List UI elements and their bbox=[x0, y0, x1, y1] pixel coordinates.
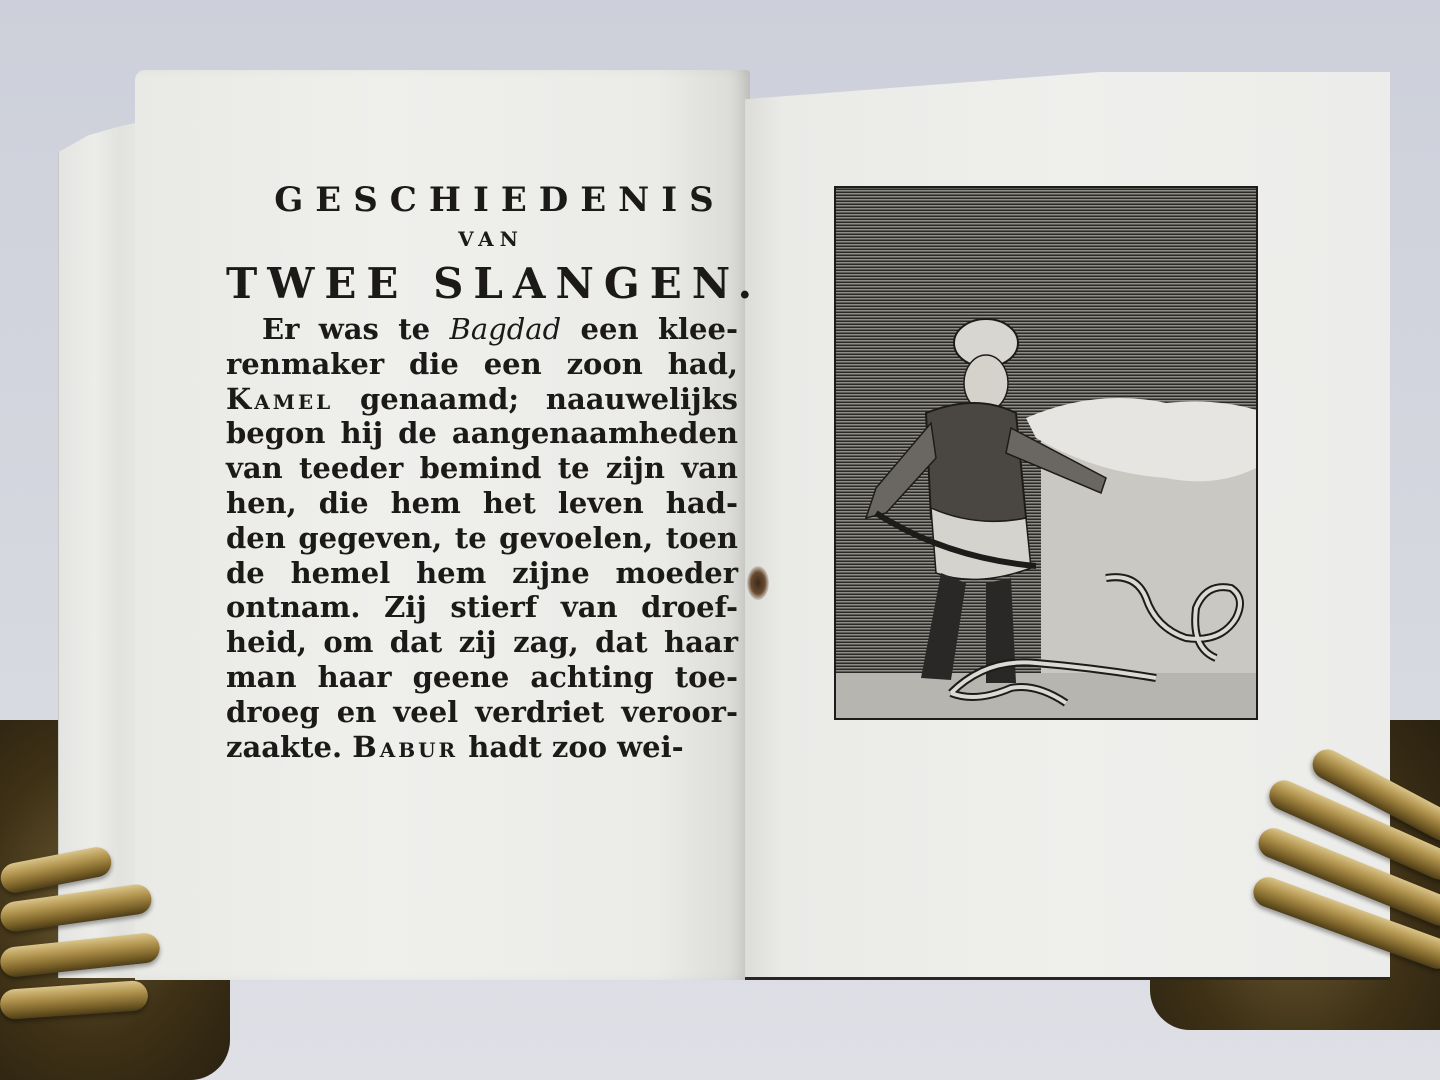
text-line: renmaker die een zoon had, bbox=[226, 346, 738, 381]
text-line: Er was te Bagdad een klee- bbox=[262, 312, 738, 346]
chapter-title-line-1: GESCHIEDENIS bbox=[274, 180, 726, 220]
text-line: droeg en veel verdriet veroor- bbox=[226, 694, 738, 729]
text-line: van teeder bemind te zijn van bbox=[226, 451, 738, 486]
chapter-title-line-2: VAN bbox=[458, 227, 524, 251]
chapter-title-line-3: TWEE SLANGEN. bbox=[226, 259, 763, 308]
text-line: de hemel hem zijne moeder bbox=[226, 555, 738, 590]
place-name: Bagdad bbox=[449, 312, 562, 346]
text-line: ontnam. Zij stierf van droef- bbox=[226, 590, 738, 625]
character-name: Babur bbox=[352, 729, 459, 764]
left-page-text bbox=[226, 178, 763, 764]
character-name: Kamel bbox=[226, 381, 334, 416]
text-line: man haar geene achting toe- bbox=[226, 659, 738, 694]
text-line: zaakte. Babur hadt zoo wei- bbox=[226, 729, 684, 764]
text-line: Kamel genaamd; naauwelijks bbox=[226, 381, 738, 416]
vest bbox=[926, 403, 1026, 526]
body-paragraph bbox=[226, 312, 756, 764]
sword-arm bbox=[866, 423, 936, 518]
text-line: hen, die hem het leven had- bbox=[226, 485, 738, 520]
engraving-artwork bbox=[836, 188, 1256, 718]
text-line: begon hij de aangenaamheden bbox=[226, 416, 738, 451]
engraving-illustration bbox=[834, 186, 1258, 720]
text-line: den gegeven, te gevoelen, toen bbox=[226, 520, 738, 555]
text-line: heid, om dat zij zag, dat haar bbox=[226, 625, 738, 660]
